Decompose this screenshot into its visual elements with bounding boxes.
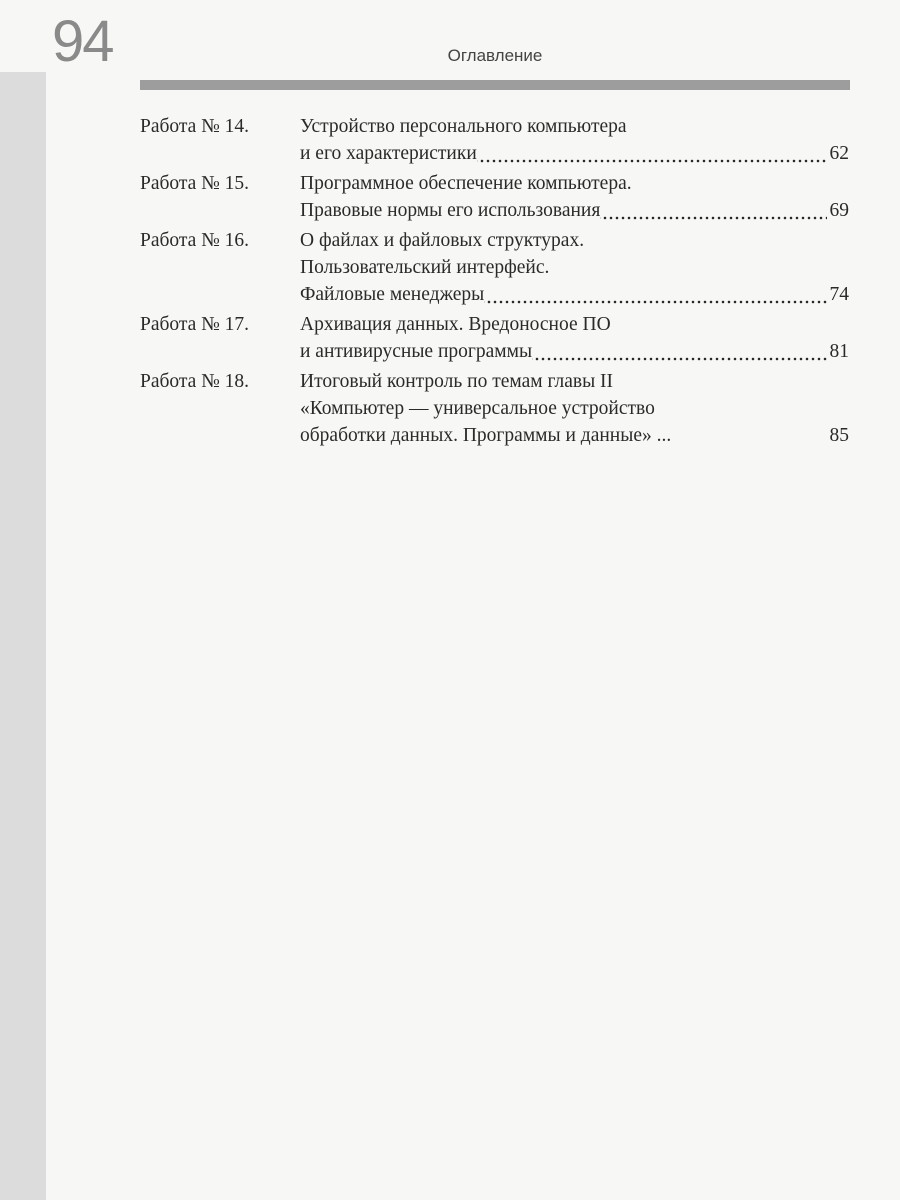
entry-title-line xyxy=(300,311,849,338)
toc-entry xyxy=(140,368,849,449)
entry-title-text: Архивация данных. Вредоносное ПО xyxy=(300,314,611,335)
entry-page-number: 74 xyxy=(829,284,849,305)
toc-entry xyxy=(140,227,849,308)
entry-label: Работа № 17. xyxy=(140,314,250,335)
entry-label: Работа № 15. xyxy=(140,173,250,194)
entry-title-line xyxy=(300,227,849,254)
entry-page-number: 81 xyxy=(829,341,849,362)
entry-title-line xyxy=(300,113,849,140)
entry-title-line xyxy=(300,338,849,365)
entry-title xyxy=(300,170,849,224)
toc-entry xyxy=(140,170,849,224)
entry-title-line xyxy=(300,281,849,308)
running-title: Оглавление xyxy=(447,46,543,65)
dot-leader xyxy=(477,140,827,167)
page-edge-band xyxy=(0,72,46,1200)
entry-title-line xyxy=(300,140,849,167)
entry-title-line xyxy=(300,254,849,281)
table-of-contents xyxy=(140,113,849,452)
entry-title-line xyxy=(300,395,849,422)
entry-title-text: Пользовательский интерфейс. xyxy=(300,257,550,278)
entry-title-text: «Компьютер — универсальное устройство xyxy=(300,398,655,419)
entry-title-text: Файловые менеджеры xyxy=(300,284,485,305)
toc-entry xyxy=(140,311,849,365)
header-rule xyxy=(140,80,850,90)
leader-spacer xyxy=(671,422,826,449)
entry-label: Работа № 16. xyxy=(140,230,250,251)
dot-leader xyxy=(600,197,826,224)
entry-title-text: и его характеристики xyxy=(300,143,477,164)
dot-leader xyxy=(484,281,826,308)
entry-title xyxy=(300,113,849,167)
entry-title-line xyxy=(300,368,849,395)
entry-title xyxy=(300,368,849,449)
entry-page-number: 62 xyxy=(829,143,849,164)
page-number: 94 xyxy=(52,9,113,74)
entry-page-number: 69 xyxy=(829,200,849,221)
entry-title-text: обработки данных. Программы и данные» ... xyxy=(300,425,672,446)
entry-title xyxy=(300,311,849,365)
entry-title-text: Итоговый контроль по темам главы II xyxy=(300,371,614,392)
entry-label: Работа № 14. xyxy=(140,116,250,137)
entry-title-text: и антивирусные программы xyxy=(300,341,533,362)
entry-title-text: Устройство персонального компьютера xyxy=(300,116,627,137)
entry-title-line xyxy=(300,197,849,224)
entry-title-text: Программное обеспечение компьютера. xyxy=(300,173,632,194)
entry-title-line xyxy=(300,422,849,449)
entry-title-text: О файлах и файловых структурах. xyxy=(300,230,585,251)
entry-label: Работа № 18. xyxy=(140,371,250,392)
entry-title-line xyxy=(300,170,849,197)
entry-title xyxy=(300,227,849,308)
dot-leader xyxy=(532,338,826,365)
toc-entry xyxy=(140,113,849,167)
entry-title-text: Правовые нормы его использования xyxy=(300,200,601,221)
entry-page-number: 85 xyxy=(829,425,849,446)
